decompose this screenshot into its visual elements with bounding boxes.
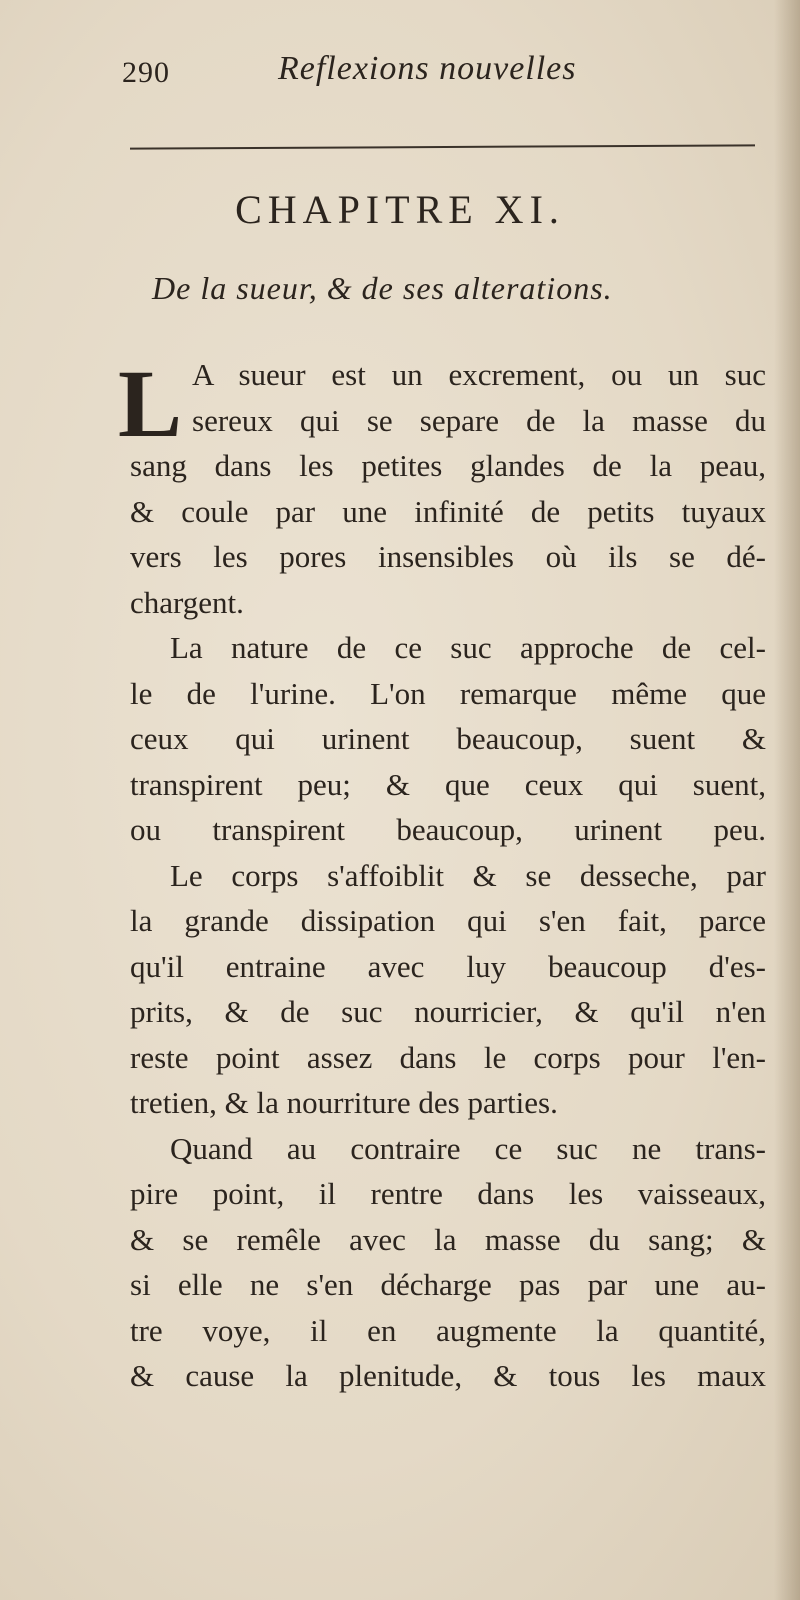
text-line: transpirent peu; & que ceux qui suent, <box>130 766 766 802</box>
text-line: Le corps s'affoiblit & se desseche, par <box>170 857 766 893</box>
text-line: la grande dissipation qui s'en fait, parce <box>130 903 766 938</box>
text-line: & cause la plenitude, & tous les maux <box>130 1358 766 1393</box>
text-line: prits, & de suc nourricier, & qu'il n'en <box>130 994 766 1029</box>
page-edge-shadow <box>774 0 800 1600</box>
page-number: 290 <box>122 56 170 89</box>
text-line: ou transpirent beaucoup, urinent peu. <box>130 812 766 847</box>
text-line: vers les pores insensibles où ils se dé- <box>130 539 766 574</box>
text-line: & coule par une infinité de petits tuyaux <box>130 493 766 529</box>
text-line: tretien, & la nourriture des parties. <box>130 1085 558 1120</box>
text-line: qu'il entraine avec luy beaucoup d'es- <box>130 948 766 984</box>
running-title: Reflexions nouvelles <box>278 50 577 87</box>
text-line: le de l'urine. L'on remarque même que <box>130 675 766 711</box>
text-line: tre voye, il en augmente la quantité, <box>130 1312 766 1348</box>
text-line: si elle ne s'en décharge pas par une au- <box>130 1267 766 1302</box>
text-line: ceux qui urinent beaucoup, suent & <box>130 721 766 756</box>
page-header <box>122 46 762 96</box>
chapter-heading: CHAPITRE XI. <box>235 187 565 232</box>
text-line: sang dans les petites glandes de la peau, <box>130 448 766 483</box>
chapter-subtitle: De la sueur, & de ses alterations. <box>152 270 613 306</box>
body-text <box>130 352 766 1399</box>
text-line: La nature de ce suc approche de cel- <box>170 630 766 665</box>
text-line: reste point assez dans le corps pour l'en- <box>130 1039 766 1075</box>
header-rule <box>130 144 755 149</box>
text-line: pire point, il rentre dans les vaisseaux, <box>130 1176 766 1211</box>
text-line: & se remêle avec la masse du sang; & <box>130 1221 766 1257</box>
text-line: Quand au contraire ce suc ne trans- <box>170 1130 766 1166</box>
drop-cap: L <box>118 350 183 457</box>
text-line: sereux qui se separe de la masse du <box>192 402 766 438</box>
text-line: chargent. <box>130 584 244 620</box>
text-line: A sueur est un excrement, ou un suc <box>192 357 766 392</box>
